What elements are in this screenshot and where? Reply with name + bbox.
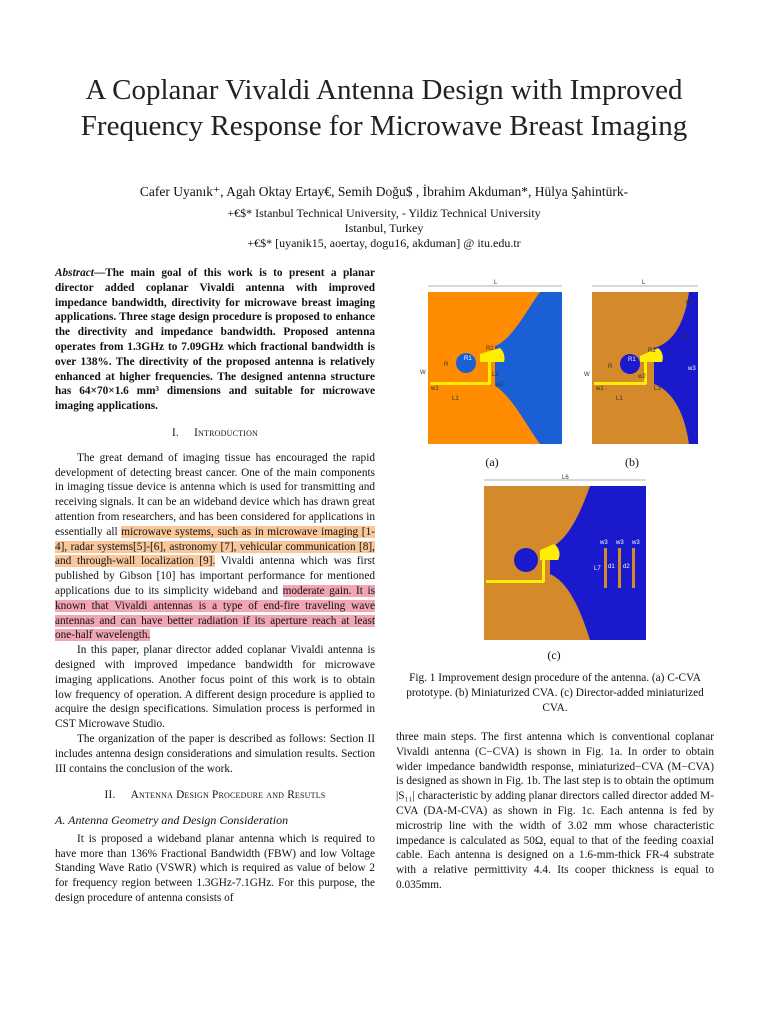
figure-1b [574,278,724,448]
intro-paragraph-3: The organization of the paper is described as follows: Section II includes antenna design considerations and simulation results. Section III contains the conclusion of the work. [55,732,375,775]
section-2-title: Antenna Design Procedure and Resutls [130,789,326,802]
figure-1a [400,278,580,448]
dim-label-r2: R2 [648,348,656,354]
dim-label-w: W [420,370,426,376]
dim-label-w3: w3 [688,366,696,372]
highlight-pink: moderate gain. It is known that Vivaldi antennas is a type of end-fire traveling wave antennas and can have better radiation if its aperture reach at least one-half wavelength. [55,584,376,642]
intro-paragraph-2: In this paper, planar director added coplanar Vivaldi antenna is designed with improved impedance bandwidth for microwave imaging applications. Another focus point of this work is to obtain low frequency of operation. A different design procedure is applied to acquire the design specifications. Simulation process is performed in CST Microwave Studio. [55,644,375,731]
affiliation-1: +€$* Istanbul Technical University, - Yildiz Technical University [227,206,541,220]
dim-label-l2: L2 [492,372,499,378]
figure-1-caption: Fig. 1 Improvement design procedure of the antenna. (a) C-CVA prototype. (b) Miniaturized CVA. (c) Director-added miniaturized CVA. [406,672,704,714]
dim-label-r: R [608,364,613,370]
abstract [55,266,375,414]
dim-label-l5: L5 [682,334,689,340]
dim-label-w1: w1 [431,386,439,392]
dim-label-d2: d2 [623,564,630,570]
feed-stub [644,362,647,384]
feed-stub [542,560,545,582]
dim-label-r1: R1 [464,356,472,362]
figure-1b-label: (b) [625,455,639,469]
figure-1a-label: (a) [485,455,499,469]
dim-label-l4: L4 [686,300,693,306]
director-strip-2 [618,548,621,588]
section-2-paragraph-1: It is proposed a wideband planar antenna which is required to have more than 136% Fractional Bandwidth (FBW) and low Voltage Standing Wave Ratio (VSWR) which is required as value of below 2 for frequency region between 1.3GHz-7.1GHz. For this purpose, the design procedure of antenna consists of [55,832,375,905]
dim-label-l: L [642,280,646,286]
dim-label-w: W [584,372,590,378]
dim-label-l3: L3 [654,386,661,392]
author-list: Cafer Uyanık⁺, Agah Oktay Ertay€, Semih Doğu$ , İbrahim Akduman*, Hülya Şahintürk- [139,184,629,199]
cavity-circle [514,548,538,572]
section-2-number: II. [104,789,116,802]
abstract-text: —The main goal of this work is to present a planar director added coplanar Vivaldi antenna with improved impedance bandwidth, directivity for microwave breast imaging applications. Three stage design procedure is proposed to enhance the directivity and impedance bandwidth. Proposed antenna operates from 1.3GHz to 7.09GHz which fractional bandwidth is over 138%. The directivity of the proposed antenna is relatively enhanced at higher frequencies. The designed antenna structure has 64×70×1.6 mm³ dimensions and suitable for microwave imaging applications. [55,267,375,413]
dim-label-r: R [444,362,449,368]
dim-label-l6: L6 [562,475,569,481]
affiliation-3: +€$* [uyanik15, aoertay, dogu16, akduman] @ itu.edu.tr [247,236,521,250]
section-1-title: Introduction [194,426,259,439]
director-strip-1 [604,548,607,588]
feed-line [486,580,544,583]
feed-line [430,382,490,385]
figure-1c [478,474,660,644]
dim-label-l7: L7 [594,566,601,572]
dim-label-d1: d1 [608,564,615,570]
dim-label-w3-c: w3 [632,540,640,546]
feed-line [594,382,646,385]
feed-stub [488,362,491,384]
right-column-text: three main steps. The first antenna which is conventional coplanar Vivaldi antenna (C−CVA) is shown in Fig. 1a. In order to obtain wider impedance bandwidth response, miniaturized−CVA (M−CVA) is designed as shown in Fig. 1b. The last step is to obtain the optimum |S₁₁| characteristic by adding planar directors called director added M-CVA (DA-M-CVA) as shown in Fig. 1c. Each antenna is fed by microstrip line with the width of 3.02 mm whose characteristic impedance is calculated as 50Ω, equal to that of the feeding coaxial cable. Each antenna is designed on a 1.6-mm-thick FR-4 substrate with a relative permittivity 4.4. Its cooper thickness is equal to 0.035mm. [396,731,714,891]
highlight-orange: microwave systems, such as in microwave imaging [1-4], radar systems[5]-[6], astronomy [7], vehicular communication [8], and through-wall localization [9]. [55,525,375,568]
dim-label-w3-a: w3 [600,540,608,546]
dim-label-r1: R1 [628,357,636,363]
director-strip-3 [632,548,635,588]
left-column [55,266,375,906]
intro-paragraph-1 [55,451,375,643]
section-1-heading [55,426,375,441]
dim-label-l1: L1 [616,396,623,402]
dim-label-w1: w1 [596,386,604,392]
section-2-heading [55,788,375,803]
figure-1c-label: (c) [547,648,561,662]
intro-text-a: The great demand of imaging tissue has encouraged the rapid development of detecting breast cancer. One of the main components in imaging tissue device is antenna which is used for transmitting and receiving signals. It can be an wideband device which has drawn great attention from researchers, and has been considered for applications in essentially all [55,451,375,538]
dim-label-w2: w2 [496,382,504,388]
dim-label-r2: R2 [486,346,494,352]
paper-title [30,72,738,144]
dim-label-l: L [494,280,498,286]
affiliation-2: Istanbul, Turkey [344,221,424,235]
abstract-label: Abstract [55,267,94,279]
subsection-a-title: A. Antenna Geometry and Design Consideration [55,813,289,828]
title-line-2: Frequency Response for Microwave Breast Imaging [80,110,688,142]
dim-label-w2: w2 [638,374,646,380]
section-1-number: I. [171,426,179,439]
intro-text-b: Vivaldi antenna which was first published by Gibson [10] has important performance for mentioned applications due to its simplicity wideband and [55,555,375,597]
dim-label-w3-b: w3 [616,540,624,546]
dim-label-l1: L1 [452,396,459,402]
title-line-1: A Coplanar Vivaldi Antenna Design with Improved [85,74,683,106]
